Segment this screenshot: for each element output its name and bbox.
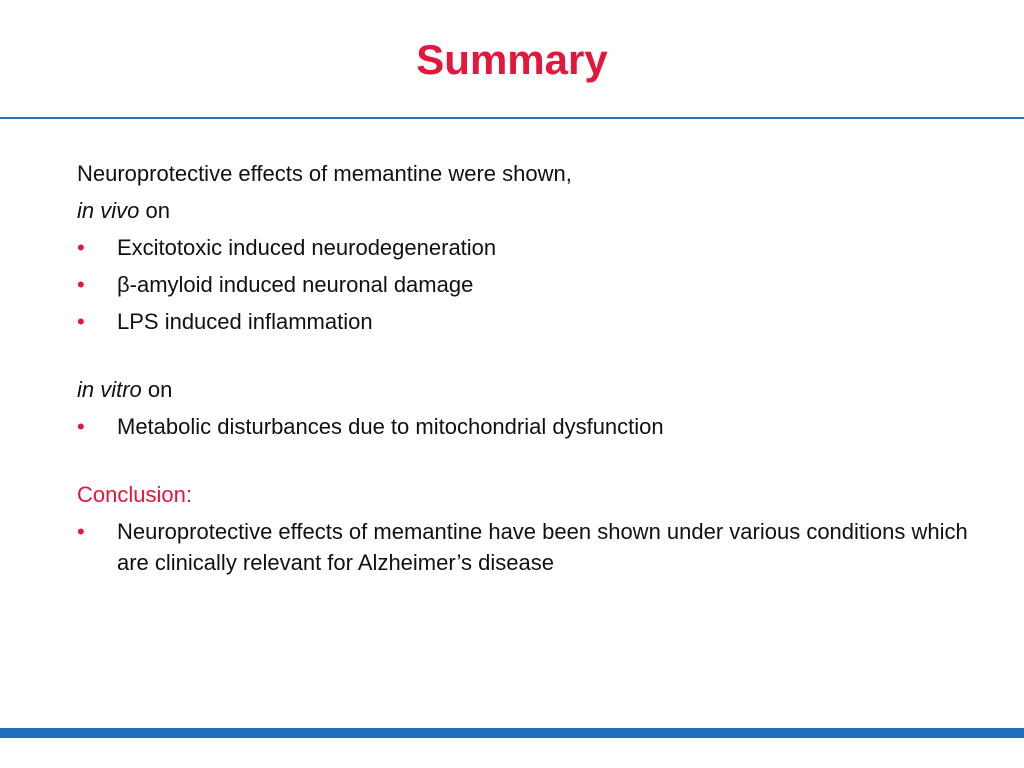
in-vitro-label: in vitro <box>77 377 142 402</box>
footer-accent-bar <box>0 728 1024 738</box>
list-item <box>77 269 977 300</box>
bullet-icon: • <box>77 309 85 334</box>
bullet-icon: • <box>77 235 85 260</box>
slide-body <box>77 158 977 584</box>
list-item <box>77 306 977 337</box>
in-vitro-list <box>77 411 977 442</box>
list-item-text: Neuroprotective effects of memantine have been shown under various conditions which are clinically relevant for Alzheimer’s disease <box>117 519 968 575</box>
list-item-text: β-amyloid induced neuronal damage <box>117 272 474 297</box>
conclusion-heading: Conclusion: <box>77 482 192 507</box>
in-vivo-label: in vivo <box>77 198 140 223</box>
list-item-text: LPS induced inflammation <box>117 309 373 334</box>
list-item <box>77 232 977 263</box>
spacer <box>77 343 977 374</box>
conclusion-list <box>77 516 977 578</box>
list-item-text: Excitotoxic induced neurodegeneration <box>117 235 497 260</box>
in-vivo-heading <box>77 195 977 226</box>
bullet-icon: • <box>77 414 85 439</box>
slide-title: Summary <box>416 36 608 83</box>
in-vivo-suffix: on <box>139 198 170 223</box>
bullet-icon: • <box>77 272 85 297</box>
list-item <box>77 516 977 578</box>
bullet-icon: • <box>77 519 85 544</box>
in-vitro-suffix: on <box>141 377 173 402</box>
list-item-text: Metabolic disturbances due to mitochondrial dysfunction <box>117 414 664 439</box>
spacer <box>77 448 977 479</box>
list-item <box>77 411 977 442</box>
in-vivo-list <box>77 232 977 337</box>
title-divider <box>0 117 1024 119</box>
intro-text: Neuroprotective effects of memantine were shown, <box>77 161 572 186</box>
in-vitro-heading <box>77 374 977 405</box>
